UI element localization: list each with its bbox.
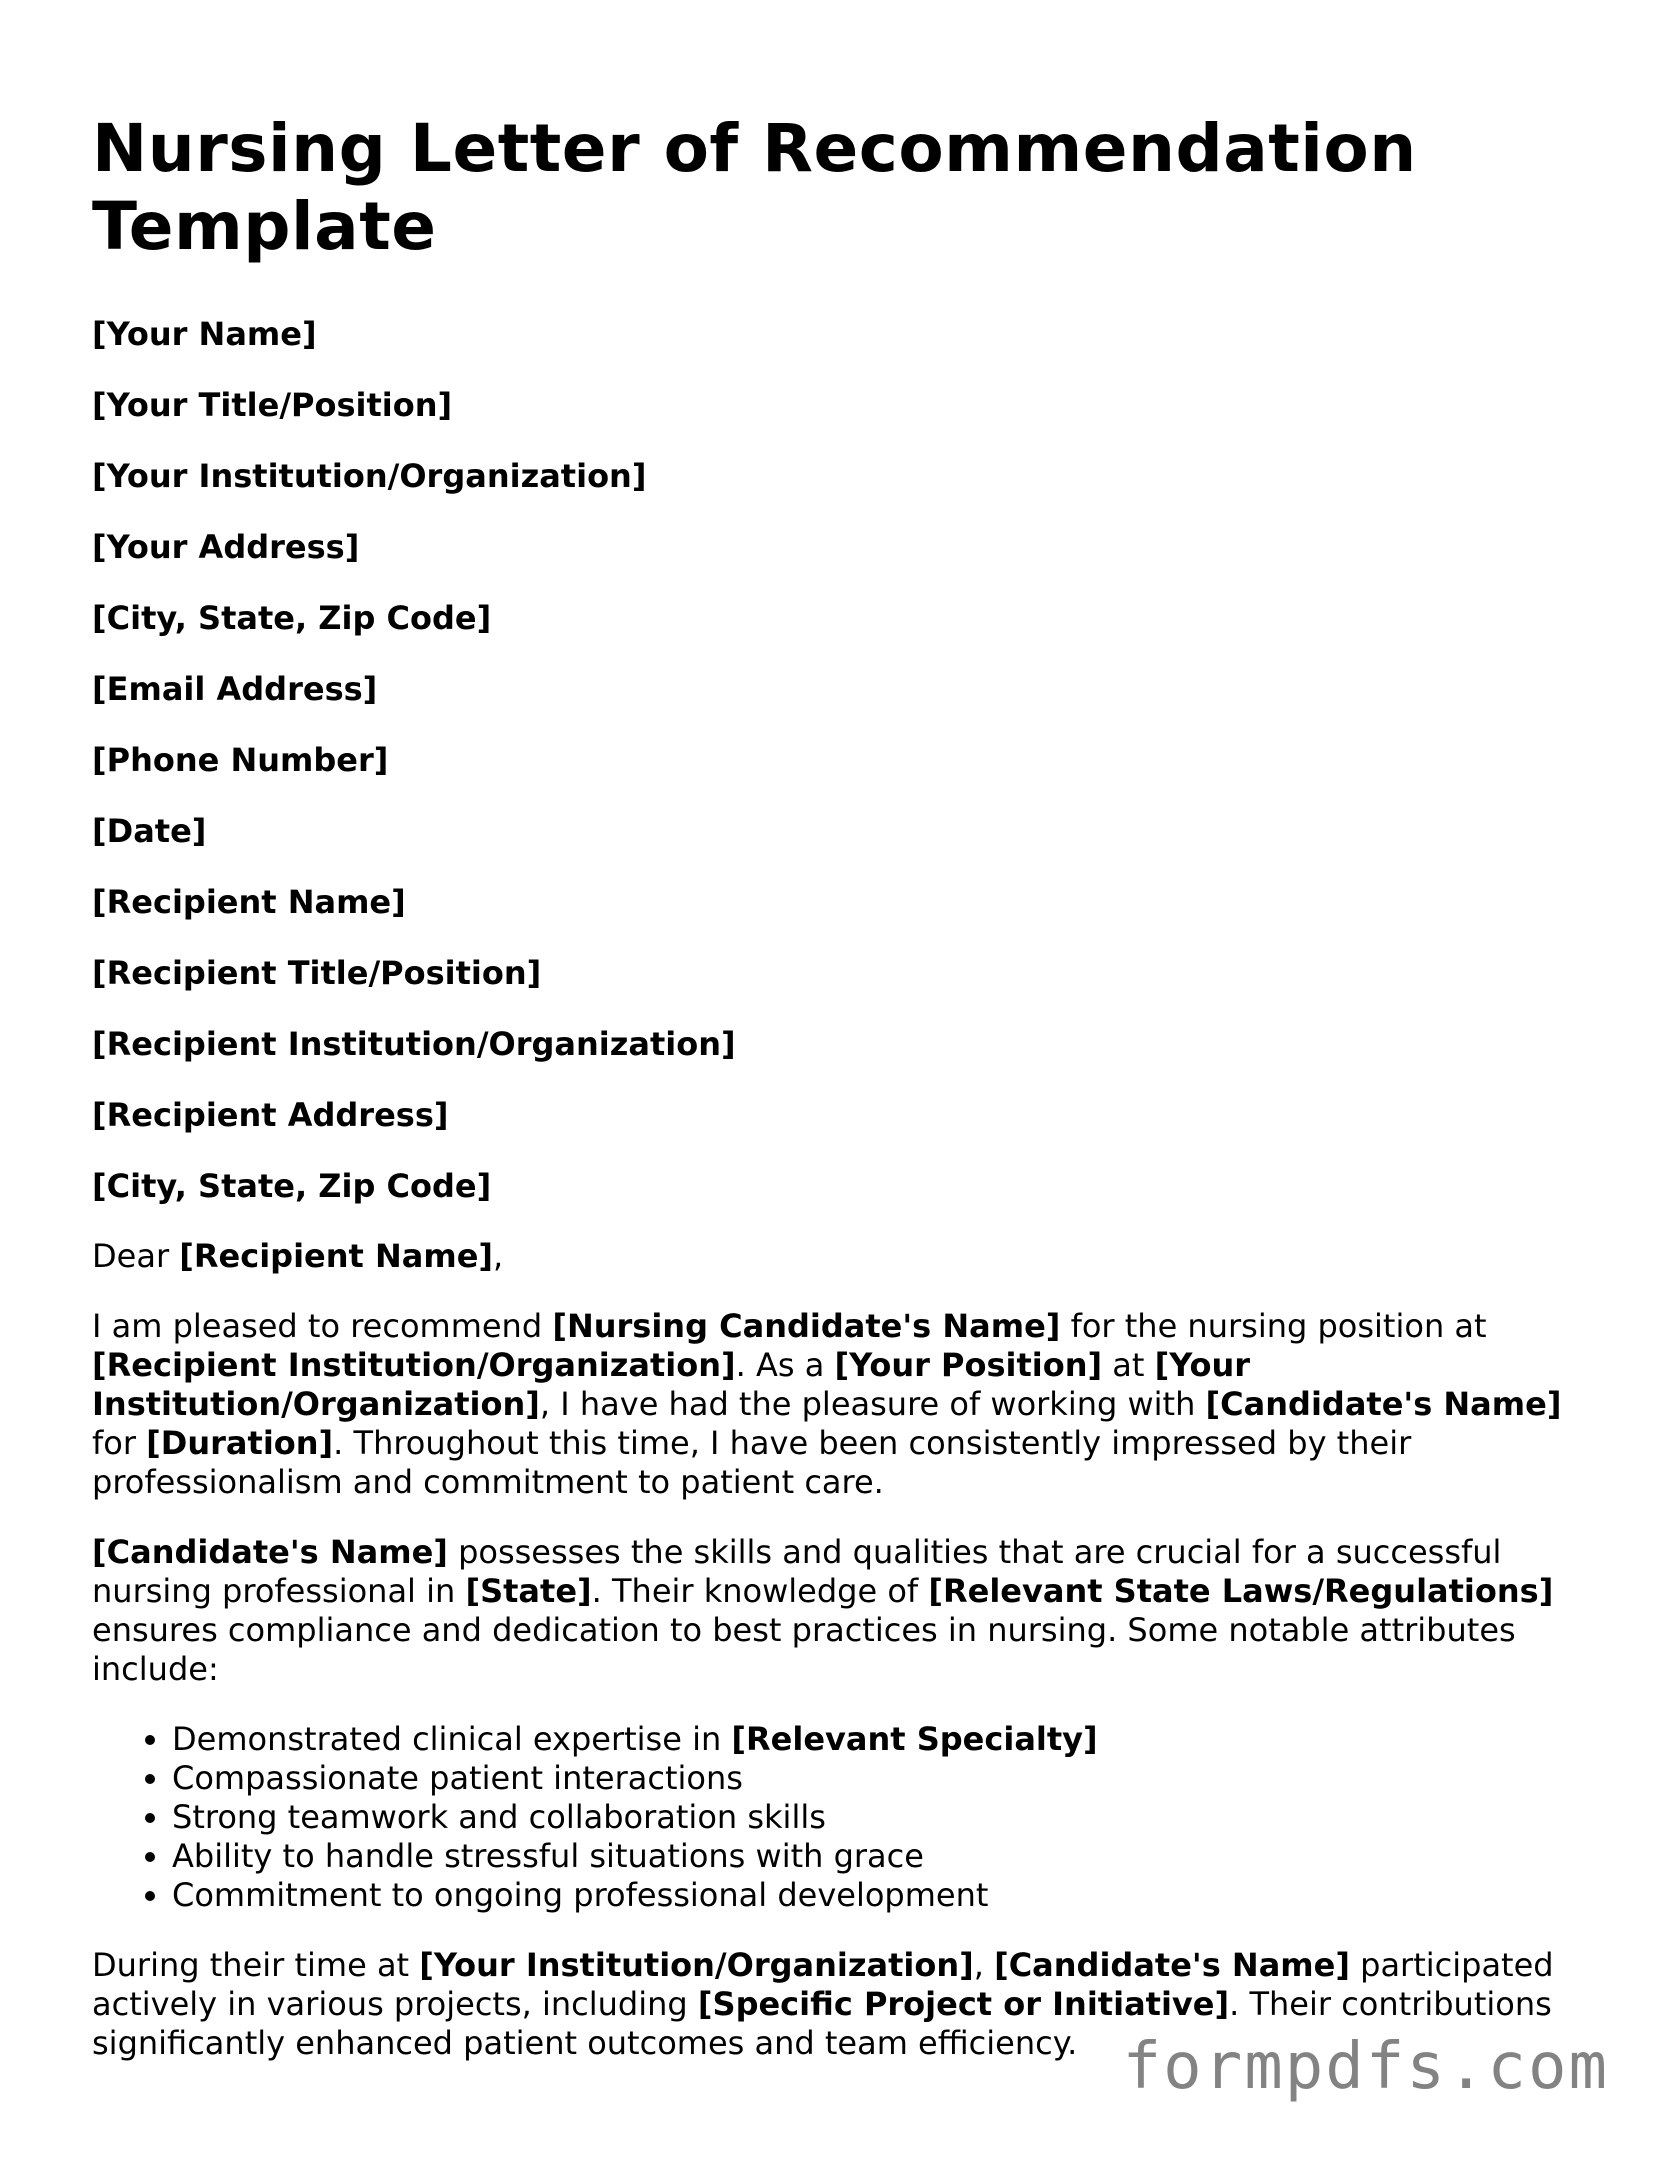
sender-name: [Your Name] bbox=[92, 315, 317, 353]
placeholder-candidate-name: [Candidate's Name] bbox=[92, 1533, 448, 1571]
text: , bbox=[973, 1946, 995, 1984]
body-paragraph-1 bbox=[92, 1307, 1572, 1502]
text: , I have had the pleasure of working with bbox=[539, 1385, 1206, 1423]
text: at bbox=[1102, 1346, 1155, 1384]
text: ensures compliance and dedication to best practices in nursing. Some notable attributes include: bbox=[92, 1611, 1516, 1688]
placeholder-specialty: [Relevant Specialty] bbox=[731, 1720, 1098, 1758]
text: for bbox=[92, 1424, 147, 1462]
page-title: Nursing Letter of Recommendation Template bbox=[92, 110, 1417, 265]
list-item: • Strong teamwork and collaboration skills bbox=[172, 1798, 1572, 1837]
text: . As a bbox=[735, 1346, 835, 1384]
text: I am pleased to recommend bbox=[92, 1307, 553, 1345]
text: . Throughout this time, I have been consistently impressed by their professionalism and commitment to patient care. bbox=[92, 1424, 1412, 1501]
placeholder-candidate-name: [Nursing Candidate's Name] bbox=[552, 1307, 1061, 1345]
list-item: • Ability to handle stressful situations with grace bbox=[172, 1837, 1572, 1876]
placeholder-your-position: [Your Position] bbox=[834, 1346, 1103, 1384]
salutation-name: [Recipient Name] bbox=[179, 1237, 494, 1275]
body-paragraph-2 bbox=[92, 1533, 1572, 1689]
sender-city-state-zip: [City, State, Zip Code] bbox=[92, 599, 492, 637]
text: participated actively in various projects, including bbox=[92, 1946, 1554, 2023]
text: . Their knowledge of bbox=[591, 1572, 929, 1610]
text: . Their contributions significantly enhanced patient outcomes and team efficiency. bbox=[92, 1985, 1552, 2062]
salutation-suffix: , bbox=[493, 1237, 504, 1275]
sender-email: [Email Address] bbox=[92, 670, 378, 708]
placeholder-candidate-name: [Candidate's Name] bbox=[1205, 1385, 1562, 1423]
list-item: • Commitment to ongoing professional development bbox=[172, 1876, 1572, 1915]
list-item: • Compassionate patient interactions bbox=[172, 1759, 1572, 1798]
text: for the nursing position at bbox=[1060, 1307, 1487, 1345]
salutation bbox=[92, 1237, 1572, 1276]
letter-page bbox=[92, 110, 1572, 2094]
placeholder-recipient-institution: [Recipient Institution/Organization] bbox=[92, 1346, 736, 1384]
text: possesses the skills and qualities that are crucial for a successful nursing professional in bbox=[92, 1533, 1502, 1610]
sender-block bbox=[92, 314, 1572, 851]
attributes-list bbox=[92, 1720, 1572, 1915]
sender-address: [Your Address] bbox=[92, 528, 360, 566]
letter-date: [Date] bbox=[92, 812, 207, 850]
sender-institution: [Your Institution/Organization] bbox=[92, 457, 647, 495]
recipient-title: [Recipient Title/Position] bbox=[92, 954, 542, 992]
recipient-block bbox=[92, 882, 1572, 1206]
placeholder-your-institution: [Your Institution/Organization] bbox=[92, 1346, 1251, 1423]
recipient-institution: [Recipient Institution/Organization] bbox=[92, 1025, 736, 1063]
text: Demonstrated clinical expertise in bbox=[172, 1720, 732, 1758]
watermark-logo: formpdfs.com bbox=[1122, 2030, 1609, 2104]
list-item bbox=[172, 1720, 1572, 1759]
placeholder-project: [Specific Project or Initiative] bbox=[697, 1985, 1230, 2023]
salutation-prefix: Dear bbox=[92, 1237, 180, 1275]
recipient-city-state-zip: [City, State, Zip Code] bbox=[92, 1167, 492, 1205]
placeholder-state: [State] bbox=[465, 1572, 592, 1610]
text: During their time at bbox=[92, 1946, 420, 1984]
placeholder-duration: [Duration] bbox=[146, 1424, 334, 1462]
recipient-name: [Recipient Name] bbox=[92, 883, 406, 921]
placeholder-candidate-name: [Candidate's Name] bbox=[994, 1946, 1350, 1984]
recipient-address: [Recipient Address] bbox=[92, 1096, 449, 1134]
sender-phone: [Phone Number] bbox=[92, 741, 389, 779]
placeholder-state-laws: [Relevant State Laws/Regulations] bbox=[928, 1572, 1554, 1610]
sender-title: [Your Title/Position] bbox=[92, 386, 453, 424]
placeholder-your-institution: [Your Institution/Organization] bbox=[419, 1946, 974, 1984]
